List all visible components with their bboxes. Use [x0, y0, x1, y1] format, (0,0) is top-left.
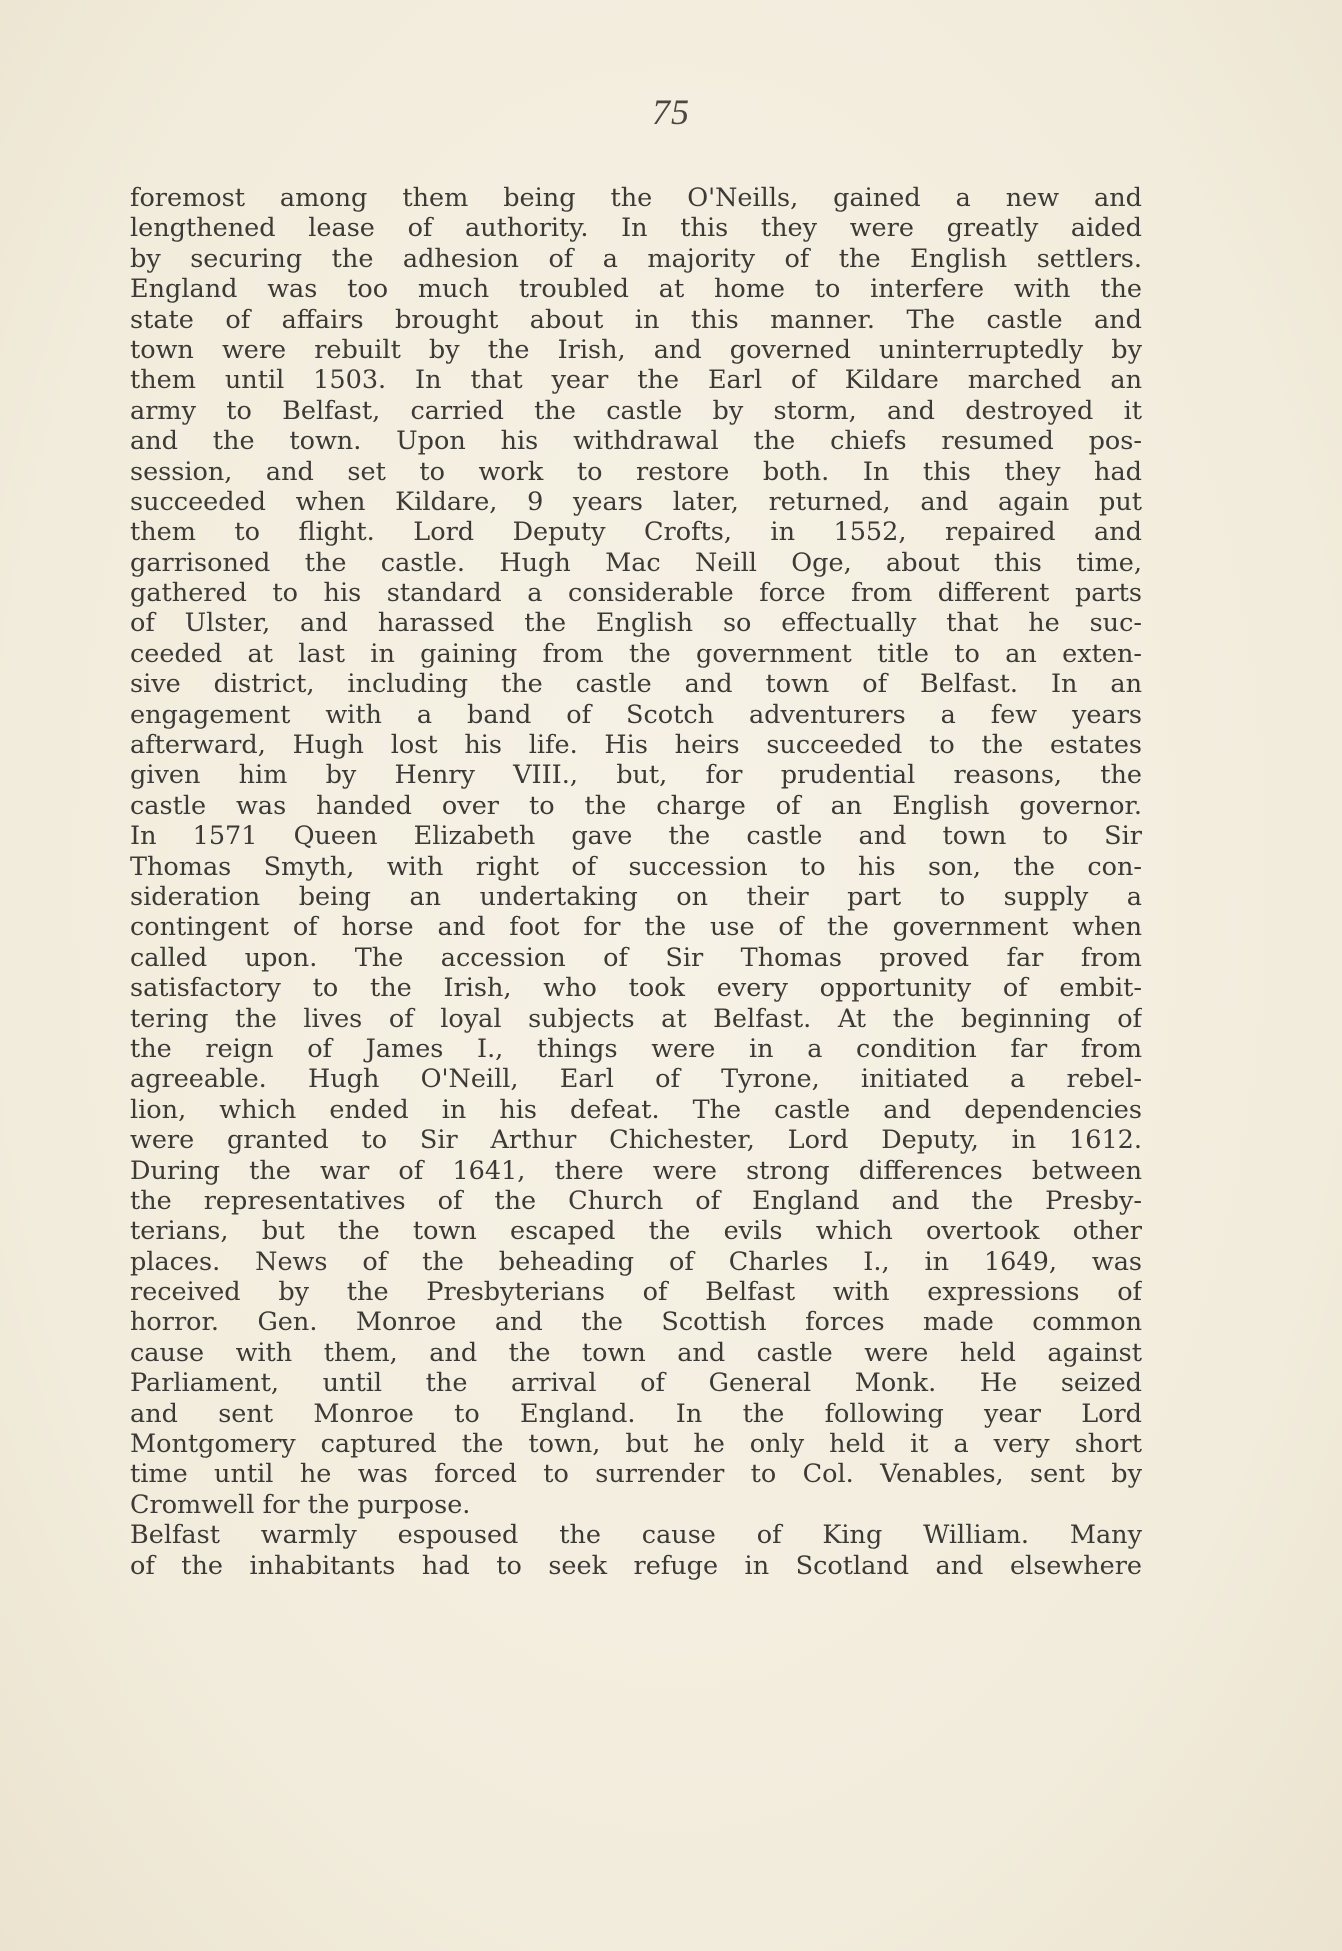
text-line: of Ulster, and harassed the English so effectually that he suc- — [130, 608, 1142, 639]
text-line: places. News of the beheading of Charles I., in 1649, was — [130, 1246, 1142, 1277]
text-line: During the war of 1641, there were strong differences between — [130, 1155, 1142, 1186]
body-text — [130, 183, 1142, 1581]
text-line: lengthened lease of authority. In this they were greatly aided — [130, 213, 1142, 244]
text-line: lion, which ended in his defeat. The castle and dependencies — [130, 1094, 1142, 1125]
text-line: In 1571 Queen Elizabeth gave the castle and town to Sir — [130, 821, 1142, 852]
text-line: were granted to Sir Arthur Chichester, Lord Deputy, in 1612. — [130, 1125, 1142, 1156]
page-number: 75 — [652, 92, 690, 132]
text-line: England was too much troubled at home to interfere with the — [130, 274, 1142, 305]
text-line: called upon. The accession of Sir Thomas proved far from — [130, 942, 1142, 973]
text-line: and sent Monroe to England. In the following year Lord — [130, 1398, 1142, 1429]
text-line: foremost among them being the O'Neills, gained a new and — [130, 183, 1142, 213]
text-line: the representatives of the Church of England and the Presby- — [130, 1185, 1142, 1216]
text-line: tering the lives of loyal subjects at Belfast. At the beginning of — [130, 1003, 1142, 1034]
text-line: terians, but the town escaped the evils which overtook other — [130, 1216, 1142, 1247]
text-line: session, and set to work to restore both. In this they had — [130, 456, 1142, 487]
text-line: of the inhabitants had to seek refuge in Scotland and elsewhere — [130, 1550, 1142, 1581]
text-line: Thomas Smyth, with right of succession to his son, the con- — [130, 851, 1142, 882]
text-line: received by the Presbyterians of Belfast with expressions of — [130, 1277, 1142, 1308]
text-line: satisfactory to the Irish, who took every opportunity of embit- — [130, 973, 1142, 1004]
text-line: castle was handed over to the charge of an English governor. — [130, 790, 1142, 821]
text-line: town were rebuilt by the Irish, and governed uninterruptedly by — [130, 334, 1142, 365]
text-line: Parliament, until the arrival of General Monk. He seized — [130, 1368, 1142, 1399]
text-line: contingent of horse and foot for the use of the government when — [130, 912, 1142, 943]
text-line: cause with them, and the town and castle were held against — [130, 1337, 1142, 1368]
text-line: Belfast warmly espoused the cause of King William. Many — [130, 1520, 1142, 1551]
text-line: given him by Henry VIII., but, for prudential reasons, the — [130, 760, 1142, 791]
text-line: state of affairs brought about in this manner. The castle and — [130, 304, 1142, 335]
text-line: garrisoned the castle. Hugh Mac Neill Oge, about this time, — [130, 547, 1142, 578]
text-line: ceeded at last in gaining from the government title to an exten- — [130, 638, 1142, 669]
text-line: sive district, including the castle and town of Belfast. In an — [130, 669, 1142, 700]
text-line: time until he was forced to surrender to Col. Venables, sent by — [130, 1459, 1142, 1490]
text-line: horror. Gen. Monroe and the Scottish forces made common — [130, 1307, 1142, 1338]
text-line: army to Belfast, carried the castle by storm, and destroyed it — [130, 395, 1142, 426]
text-line: them until 1503. In that year the Earl of Kildare marched an — [130, 365, 1142, 396]
text-line: them to flight. Lord Deputy Crofts, in 1552, repaired and — [130, 517, 1142, 548]
text-line: gathered to his standard a considerable force from different parts — [130, 578, 1142, 609]
text-line: succeeded when Kildare, 9 years later, returned, and again put — [130, 486, 1142, 517]
text-line: Cromwell for the purpose. — [130, 1489, 471, 1520]
text-line: afterward, Hugh lost his life. His heirs succeeded to the estates — [130, 730, 1142, 761]
text-line: sideration being an undertaking on their part to supply a — [130, 881, 1142, 912]
text-line: Montgomery captured the town, but he only held it a very short — [130, 1429, 1142, 1460]
text-line: and the town. Upon his withdrawal the chiefs resumed pos- — [130, 426, 1142, 457]
text-line: agreeable. Hugh O'Neill, Earl of Tyrone, initiated a rebel- — [130, 1064, 1142, 1095]
text-line: by securing the adhesion of a majority of the English settlers. — [130, 243, 1142, 274]
text-line: the reign of James I., things were in a condition far from — [130, 1033, 1142, 1064]
text-line: engagement with a band of Scotch adventurers a few years — [130, 699, 1142, 730]
